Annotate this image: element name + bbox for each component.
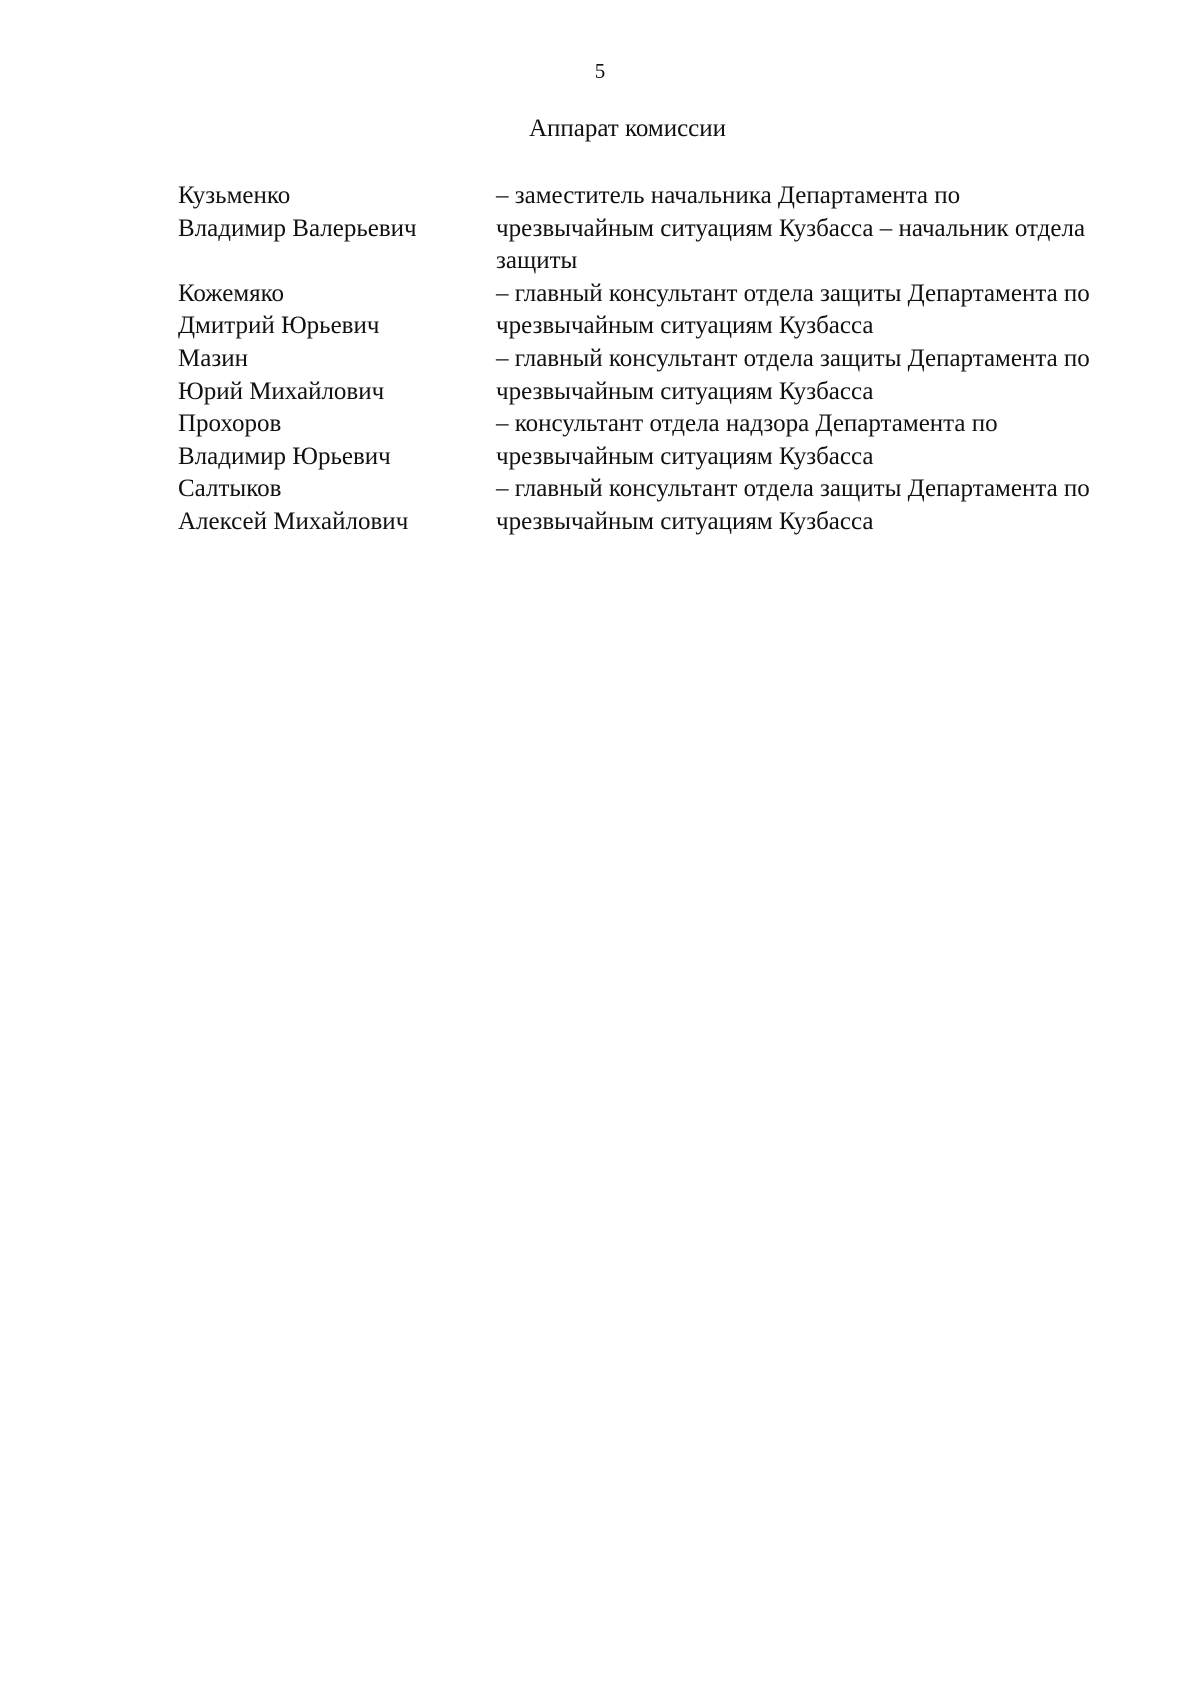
staff-role: – главный консультант отдела защиты Департамента по чрезвычайным ситуациям Кузбасса bbox=[496, 344, 1090, 405]
commission-staff-list bbox=[178, 180, 1098, 539]
staff-name bbox=[178, 180, 496, 278]
staff-given-names: Дмитрий Юрьевич bbox=[178, 312, 380, 340]
staff-role: – заместитель начальника Департамента по чрезвычайным ситуациям Кузбасса – начальник отдела защиты bbox=[496, 182, 1086, 275]
staff-given-names: Юрий Михайлович bbox=[178, 377, 385, 405]
staff-surname: Кожемяко bbox=[178, 279, 285, 307]
staff-name bbox=[178, 278, 496, 343]
staff-surname: Кузьменко bbox=[178, 182, 291, 209]
staff-name bbox=[178, 343, 496, 408]
staff-given-names: Алексей Михайлович bbox=[178, 507, 409, 535]
staff-surname: Прохоров bbox=[178, 410, 282, 438]
staff-entry bbox=[178, 473, 1098, 538]
staff-role: – консультант отдела надзора Департамента по чрезвычайным ситуациям Кузбасса bbox=[496, 410, 998, 470]
staff-role: – главный консультант отдела защиты Департамента по чрезвычайным ситуациям Кузбасса bbox=[496, 475, 1090, 535]
staff-entry bbox=[178, 408, 1098, 473]
staff-role: – главный консультант отдела защиты Департамента по чрезвычайным ситуациям Кузбасса bbox=[496, 279, 1090, 340]
staff-name bbox=[178, 408, 496, 473]
staff-name bbox=[178, 473, 496, 538]
staff-entry bbox=[178, 343, 1098, 408]
staff-entry bbox=[178, 278, 1098, 343]
staff-entry bbox=[178, 180, 1098, 278]
staff-surname: Салтыков bbox=[178, 475, 282, 503]
section-title: Аппарат комиссии bbox=[528, 115, 727, 142]
staff-surname: Мазин bbox=[178, 344, 248, 372]
staff-given-names: Владимир Валерьевич bbox=[178, 214, 417, 242]
staff-given-names: Владимир Юрьевич bbox=[178, 442, 391, 470]
page-number: 5 bbox=[594, 59, 606, 83]
